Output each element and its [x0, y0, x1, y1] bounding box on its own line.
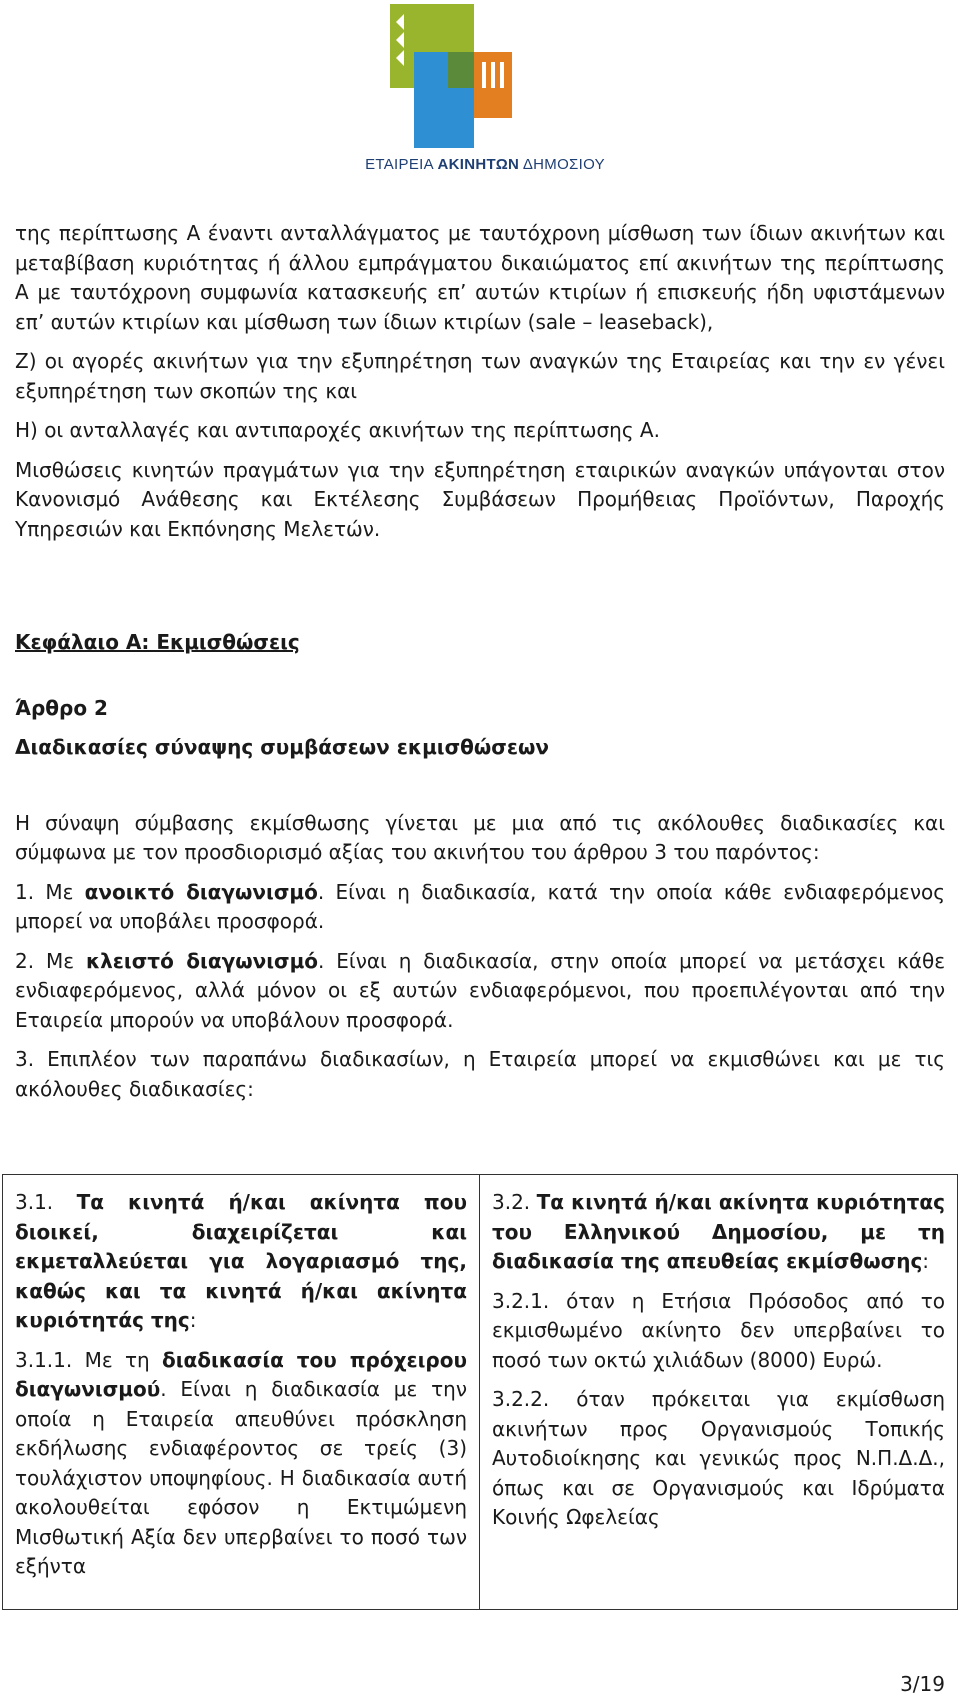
list-item-open-tender [15, 878, 945, 937]
table-left-heading-tail: : [189, 1308, 197, 1332]
company-logo-mark [352, 0, 618, 150]
table-left-heading [15, 1188, 467, 1336]
logo-bar-2 [491, 62, 495, 88]
chapter-heading: Κεφάλαιο Α: Εκμισθώσεις [15, 630, 300, 654]
table-left-subitem-1 [15, 1346, 467, 1582]
table-left-heading-bold: Τα κινητά ή/και ακίνητα που διοικεί, διαχειρίζεται και εκμεταλλεύεται για λογαριασμό της, καθώς και τα κινητά ή/και ακίνητα κυριότητάς της [15, 1190, 467, 1332]
logo-overlap-block [448, 52, 474, 88]
table-right-heading [492, 1188, 945, 1277]
list-item-closed-tender [15, 947, 945, 1036]
list-item-1-prefix: 1. Με [15, 879, 85, 904]
list-item-2-rest: . Είναι η διαδικασία, στην οποία μπορεί να μετάσχει κάθε ενδιαφερόμενος, αλλά μόνον οι εξ αυτών ενδιαφερόμενοι, που προεπιλέγονται από την Εταιρεία μπορούν να υποβάλουν προσφορά. [15, 948, 946, 1032]
paragraph-item-h: Η) οι ανταλλαγές και αντιπαροχές ακινήτων της περίπτωσης Α. [15, 418, 660, 442]
list-item-1-rest: . Είναι η διαδικασία, κατά την οποία κάθε ενδιαφερόμενος μπορεί να υποβάλει προσφορά. [15, 879, 945, 933]
table-left-heading-num: 3.1. [15, 1190, 77, 1214]
table-right-heading-tail: : [922, 1249, 930, 1273]
table-right-heading-bold: Τα κινητά ή/και ακίνητα κυριότητας του Ελληνικού Δημοσίου, με τη διαδικασία της απευθείας εκμίσθωσης [492, 1190, 945, 1273]
paragraph-item-z: Ζ) οι αγορές ακινήτων για την εξυπηρέτηση των αναγκών της Εταιρείας και την εν γένει εξυπηρέτηση των σκοπών της και [15, 349, 945, 403]
table-right-subitem-1: 3.2.1. όταν η Ετήσια Πρόσοδος από το εκμισθωμένο ακίνητο δεν υπερβαίνει το ποσό των οκτώ χιλιάδων (8000) Ευρώ. [492, 1288, 945, 1372]
table-right-subitem-2: 3.2.2. όταν πρόκειται για εκμίσθωση ακινήτων προς Οργανισμούς Τοπικής Αυτοδιοίκησης και γενικώς προς Ν.Π.Δ.Δ., όπως και σε Οργανισμούς και Ιδρύματα Κοινής Ωφελείας [492, 1387, 945, 1529]
article-number: Άρθρο 2 [15, 695, 108, 720]
table-column-right [480, 1175, 957, 1609]
company-logo [352, 0, 618, 180]
article-title: Διαδικασίες σύναψης συμβάσεων εκμισθώσεων [15, 735, 549, 759]
document-body [15, 219, 945, 1114]
table-left-subitem-1-prefix: 3.1.1. Με τη [15, 1347, 162, 1372]
table-column-left [3, 1175, 480, 1609]
list-item-additional-procedures: 3. Επιπλέον των παραπάνω διαδικασίων, η Εταιρεία μπορεί να εκμισθώνει και με τις ακόλουθες διαδικασίες: [15, 1047, 945, 1101]
logo-bar-3 [500, 62, 504, 88]
procedures-table [2, 1174, 958, 1610]
page-number: 3/19 [900, 1672, 945, 1696]
logo-caption-part-1: ΕΤΑΙΡΕΙΑ [365, 156, 438, 173]
table-left-subitem-1-rest: . Είναι η διαδικασία με την οποία η Εταιρεία απευθύνει πρόσκληση εκδήλωσης ενδιαφέροντος σε τρείς (3) τουλάχιστον υποψηφίους. Η διαδικασία αυτή ακολουθείται εφόσον η Εκτιμώμενη Μισθωτική Αξία δεν υπερβαίνει το ποσό των εξήντα [15, 1377, 467, 1578]
list-item-2-bold: κλειστό διαγωνισμό [85, 948, 319, 973]
paragraph-movable-leases: Μισθώσεις κινητών πραγμάτων για την εξυπηρέτηση εταιρικών αναγκών υπάγονται στον Κανονισμό Ανάθεσης και Εκτέλεσης Συμβάσεων Προμήθειας Προϊόντων, Παροχής Υπηρεσιών και Εκπόνησης Μελετών. [15, 457, 945, 541]
logo-bar-1 [482, 62, 486, 88]
logo-caption-part-2: ΔΗΜΟΣΙΟΥ [519, 156, 605, 173]
logo-caption-bold: ΑΚΙΝΗΤΩΝ [437, 156, 520, 173]
list-item-2-prefix: 2. Με [15, 948, 86, 973]
paragraph-continuation: της περίπτωσης Α έναντι ανταλλάγματος με ταυτόχρονη μίσθωση των ίδιων ακινήτων και μεταβίβαση κυριότητας ή άλλου εμπράγματου δικαιώματος επί ακινήτων της περίπτωσης Α με ταυτόχρονη συμφωνία κατασκευής επ’ αυτών κτιρίων ή επισκευής ήδη υφιστάμενων επ’ αυτών κτιρίων και μίσθωση των ίδιων κτιρίων (sale – leaseback), [15, 221, 945, 334]
paragraph-article-intro: Η σύναψη σύμβασης εκμίσθωσης γίνεται με μια από τις ακόλουθες διαδικασίες και σύμφωνα με τον προσδιορισμό αξίας του ακινήτου του άρθρου 3 του παρόντος: [15, 810, 945, 864]
logo-caption [352, 156, 618, 173]
table-right-heading-num: 3.2. [492, 1190, 537, 1214]
table-left-subitem-1-bold: διαδικασία του πρόχειρου διαγωνισμού [15, 1347, 467, 1401]
list-item-1-bold: ανοικτό διαγωνισμό [84, 879, 318, 904]
